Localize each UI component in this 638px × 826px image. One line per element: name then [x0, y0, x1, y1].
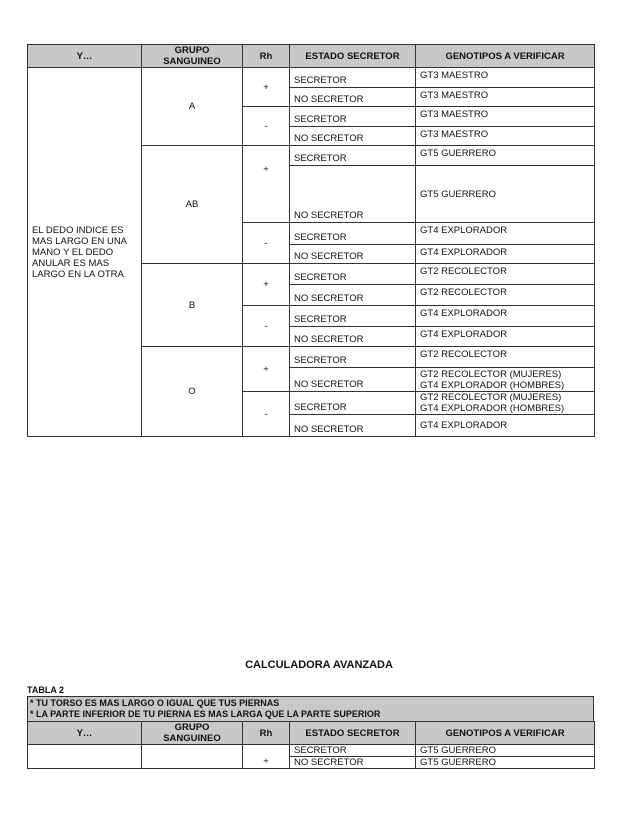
blood-group-cell [142, 745, 243, 769]
rh-cell: + [243, 146, 290, 223]
rh-cell: - [243, 223, 290, 264]
genotipo-line: GT2 RECOLECTOR (MUJERES) [420, 368, 562, 380]
estado-cell: NO SECRETOR [290, 757, 416, 769]
estado-cell: SECRETOR [290, 223, 416, 245]
blood-group-a: A [142, 68, 243, 146]
rh-cell: - [243, 107, 290, 146]
rh-cell: + [243, 68, 290, 107]
genotipo-cell: GT2 RECOLECTOR [416, 347, 595, 368]
genotipo-cell: GT3 MAESTRO [416, 68, 595, 88]
genotipo-line: GT4 EXPLORADOR (HOMBRES) [420, 379, 565, 391]
table-2-notes [27, 696, 594, 722]
note-line: * LA PARTE INFERIOR DE TU PIERNA ES MAS LARGA QUE LA PARTE SUPERIOR [30, 709, 381, 719]
header-rh: Rh [243, 722, 290, 745]
blood-group-b: B [142, 264, 243, 347]
estado-cell: NO SECRETOR [290, 127, 416, 146]
header-y: Y… [28, 722, 142, 745]
genotipo-cell: GT4 EXPLORADOR [416, 327, 595, 347]
rh-cell: + [243, 347, 290, 392]
estado-cell: NO SECRETOR [290, 327, 416, 347]
genotipo-cell: GT3 MAESTRO [416, 127, 595, 146]
y-condition-text: EL DEDO INDICE ES MAS LARGO EN UNA MANO Y EL DEDO ANULAR ES MAS LARGO EN LA OTRA [32, 224, 127, 280]
header-y: Y… [28, 45, 142, 68]
estado-cell: NO SECRETOR [290, 166, 416, 223]
estado-cell: SECRETOR [290, 264, 416, 285]
y-condition-cell [28, 745, 142, 769]
rh-cell: - [243, 306, 290, 347]
genotype-table-1 [27, 44, 595, 437]
estado-cell: NO SECRETOR [290, 88, 416, 107]
estado-cell: SECRETOR [290, 347, 416, 368]
header-estado-secretor: ESTADO SECRETOR [290, 722, 416, 745]
genotipo-cell: GT3 MAESTRO [416, 107, 595, 127]
table-row [28, 68, 595, 88]
blood-group-ab: AB [142, 146, 243, 264]
genotipo-cell: GT5 GUERRERO [416, 745, 595, 757]
blood-group-o: O [142, 347, 243, 437]
estado-cell: SECRETOR [290, 146, 416, 166]
genotipo-line: GT4 EXPLORADOR (HOMBRES) [420, 403, 565, 414]
genotipo-cell [416, 392, 595, 415]
genotipo-cell: GT5 GUERRERO [416, 757, 595, 769]
estado-cell: NO SECRETOR [290, 368, 416, 392]
header-grupo-sanguineo: GRUPO SANGUINEO [142, 722, 243, 745]
table-2-label: TABLA 2 [27, 685, 64, 695]
estado-cell: SECRETOR [290, 392, 416, 415]
estado-cell: NO SECRETOR [290, 245, 416, 264]
estado-cell: SECRETOR [290, 745, 416, 757]
genotipo-cell: GT4 EXPLORADOR [416, 306, 595, 327]
table-row [28, 745, 595, 757]
table-header-row [28, 722, 595, 745]
estado-cell: SECRETOR [290, 68, 416, 88]
genotipo-cell: GT4 EXPLORADOR [416, 245, 595, 264]
rh-cell: - [243, 392, 290, 437]
header-genotipos: GENOTIPOS A VERIFICAR [416, 45, 595, 68]
genotype-table-2 [27, 721, 595, 769]
rh-cell: + [243, 264, 290, 306]
header-estado-secretor: ESTADO SECRETOR [290, 45, 416, 68]
genotipo-cell: GT3 MAESTRO [416, 88, 595, 107]
genotipo-line: GT2 RECOLECTOR (MUJERES) [420, 392, 562, 403]
genotipo-cell: GT2 RECOLECTOR [416, 285, 595, 306]
estado-cell: SECRETOR [290, 107, 416, 127]
section-title: CALCULADORA AVANZADA [245, 659, 393, 671]
y-condition-cell [28, 68, 142, 437]
rh-cell: + [243, 745, 290, 769]
genotipo-cell: GT4 EXPLORADOR [416, 415, 595, 437]
header-rh: Rh [243, 45, 290, 68]
header-genotipos: GENOTIPOS A VERIFICAR [416, 722, 595, 745]
estado-cell: NO SECRETOR [290, 415, 416, 437]
table-header-row [28, 45, 595, 68]
estado-cell: SECRETOR [290, 306, 416, 327]
note-line: * TU TORSO ES MAS LARGO O IGUAL QUE TUS PIERNAS [30, 698, 280, 708]
header-grupo-sanguineo: GRUPO SANGUINEO [142, 45, 243, 68]
genotipo-cell: GT4 EXPLORADOR [416, 223, 595, 245]
estado-cell: NO SECRETOR [290, 285, 416, 306]
genotipo-cell: GT2 RECOLECTOR [416, 264, 595, 285]
genotipo-cell [416, 368, 595, 392]
genotipo-cell: GT5 GUERRERO [416, 146, 595, 166]
genotipo-cell: GT5 GUERRERO [416, 166, 595, 223]
